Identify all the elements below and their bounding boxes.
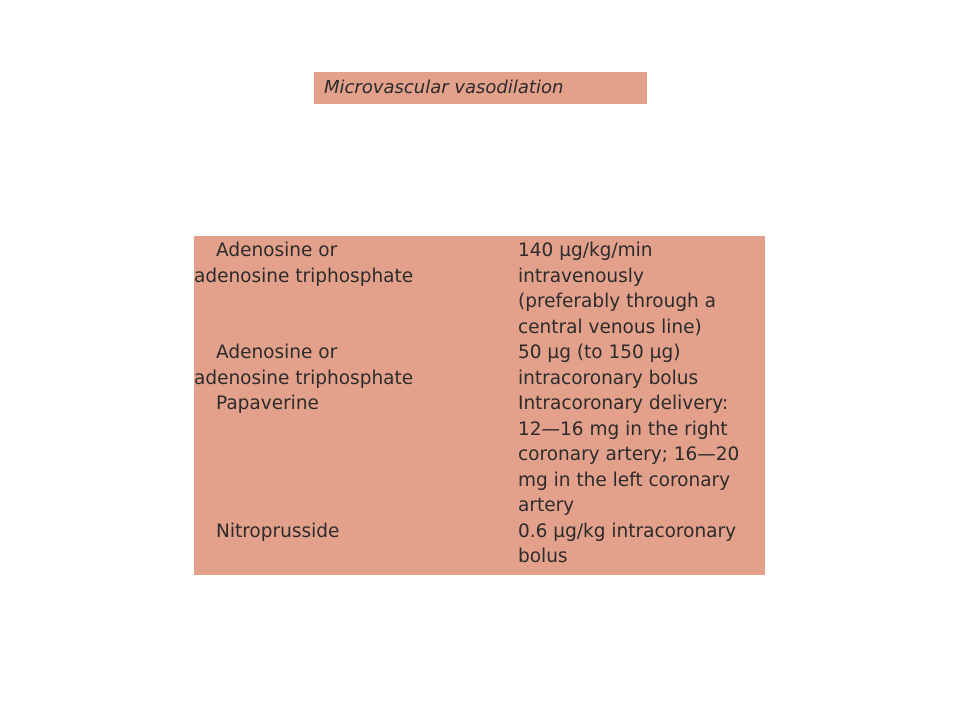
dose-line: (preferably through a	[518, 291, 716, 312]
agent-line: Adenosine or	[216, 342, 338, 363]
dose-line: intracoronary bolus	[518, 367, 699, 389]
dose-line: coronary artery; 16—20	[518, 444, 740, 465]
dose-line: Intracoronary delivery:	[518, 393, 729, 414]
agent-line: Adenosine or	[216, 240, 338, 261]
dose-line: mg in the left coronary	[518, 469, 731, 491]
dose-line: 0.6 µg/kg intracoronary	[518, 520, 737, 542]
table-row-nitroprusside	[194, 519, 765, 570]
agent-line: Papaverine	[216, 393, 319, 414]
dose-line: intravenously	[518, 265, 644, 287]
dose-line: 140 µg/kg/min	[518, 240, 653, 261]
dose-line: bolus	[518, 546, 568, 567]
dose-cell	[518, 238, 758, 340]
dose-line: central venous line)	[518, 316, 702, 338]
vasodilator-table	[194, 236, 765, 575]
agent-cell	[194, 519, 518, 570]
slide-title-text: Microvascular vasodilation	[324, 77, 564, 98]
agent-cell	[194, 340, 518, 391]
dose-line: 12—16 mg in the right	[518, 418, 728, 440]
agent-line: adenosine triphosphate	[194, 367, 414, 389]
dose-cell	[518, 391, 758, 519]
agent-cell	[194, 238, 518, 340]
table-row-papaverine	[194, 391, 765, 519]
dose-line: artery	[518, 495, 575, 516]
dose-line: 50 µg (to 150 µg)	[518, 342, 681, 363]
dose-cell	[518, 340, 758, 391]
table-row-adenosine-iv	[194, 236, 765, 340]
table-row-adenosine-ic	[194, 340, 765, 391]
agent-line: Nitroprusside	[216, 520, 340, 542]
agent-cell	[194, 391, 518, 519]
dose-cell	[518, 519, 758, 570]
agent-line: adenosine triphosphate	[194, 265, 414, 287]
slide-title	[314, 72, 647, 104]
